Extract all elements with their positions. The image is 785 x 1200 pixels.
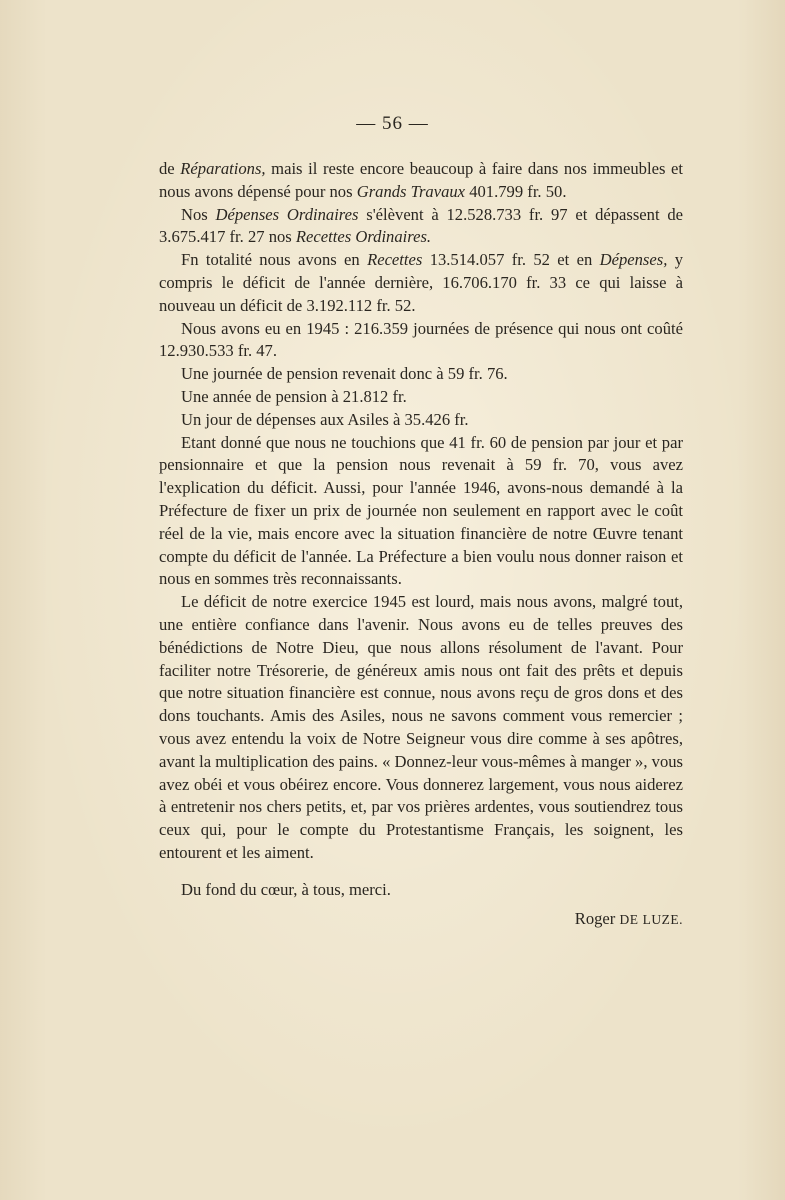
paragraph [159,386,683,409]
signature-particle: DE [619,911,639,927]
signature [159,908,683,932]
signature-first-name: Roger [574,908,616,928]
text-run: Nous avons eu en 1945 : 216.359 journées de présence qui nous ont coûté 12.930.533 fr. 47. [159,318,683,361]
text-run: s'élèvent à 12.528.733 fr. 97 et dépassent de 3.675.417 fr. 27 nos [159,204,684,247]
text-run: mais il reste encore beaucoup à faire dans nos immeubles et nous avons dépensé pour nos [159,159,683,201]
text-run: Une année de pension à 21.812 fr. [181,386,407,406]
paragraph [159,432,683,592]
text-run: Le déficit de notre exercice 1945 est lourd, mais nous avons, malgré tout, une entière confiance dans l'avenir. Nous avons eu de telles preuves des bénédictions de Notre Dieu, que nous allons résolument de l'avant. Pour faciliter notre Trésorerie, de généreux amis nous ont fait des prêts et depuis que notre situation financière est connue, nous avons reçu de gros dons et des dons touchants. Amis des Asiles, nous ne savons comment vous remercier ; vous avez entendu la voix de Notre Seigneur vous dire comme à ses apôtres, avant la multiplication des pains. « Donnez-leur vous-mêmes à manger », vous avez obéi et vous obéirez encore. Vous donnerez largement, vous nous aiderez à entretenir nos chers petits, et, par vos prières ardentes, vous soutiendrez tous ceux qui, pour le compte du Protestantisme Français, les soignent, les entourent et les aiment. [159,592,683,862]
paragraphs [159,158,683,865]
italic-term: Recettes Ordinaires. [295,227,432,247]
italic-term: Dépenses, [599,250,668,270]
text-run: Nos [181,204,216,224]
paragraph [159,363,683,386]
body-text [159,158,683,931]
paragraph [159,591,683,865]
closing-line: Du fond du cœur, à tous, merci. [181,879,391,899]
text-run: 13.514.057 fr. 52 et en [422,250,600,270]
text-run: y compris le déficit de l'année dernière, 16.706.170 fr. 33 ce qui laisse à nouveau un déficit de 3.192.112 fr. 52. [159,250,684,315]
paragraph [159,409,683,432]
paragraph [159,249,683,317]
italic-term: Dépenses Ordinaires [215,204,359,224]
italic-term: Réparations, [180,159,266,178]
text-run: Une journée de pension revenait donc à 59 fr. 76. [181,364,508,384]
italic-term: Recettes [367,250,423,270]
signature-last-name: LUZE. [642,911,683,927]
text-run: Etant donné que nous ne touchions que 41 fr. 60 de pension par jour et par pensionnaire et que la pension nous revenait à 59 fr. 70, vous avez l'explication du déficit. Aussi, pour l'année 1946, avons-nous demandé à la Préfecture de fixer un prix de journée non seulement en rapport avec le coût réel de la vie, mais encore avec la situation financière de notre Œuvre tenant compte du déficit de l'année. La Préfecture a bien voulu nous donner raison et nous en sommes très reconnaissants. [159,432,683,589]
paragraph [159,318,683,364]
italic-term: Grands Travaux [356,181,466,201]
page-number: — 56 — [356,113,429,134]
text-run: 401.799 fr. 50. [465,181,567,201]
text-run: de [159,159,181,178]
text-run: Un jour de dépenses aux Asiles à 35.426 fr. [181,409,469,429]
paragraph [159,204,683,250]
text-run: Fn totalité nous avons en [181,250,368,270]
paragraph [159,158,683,204]
